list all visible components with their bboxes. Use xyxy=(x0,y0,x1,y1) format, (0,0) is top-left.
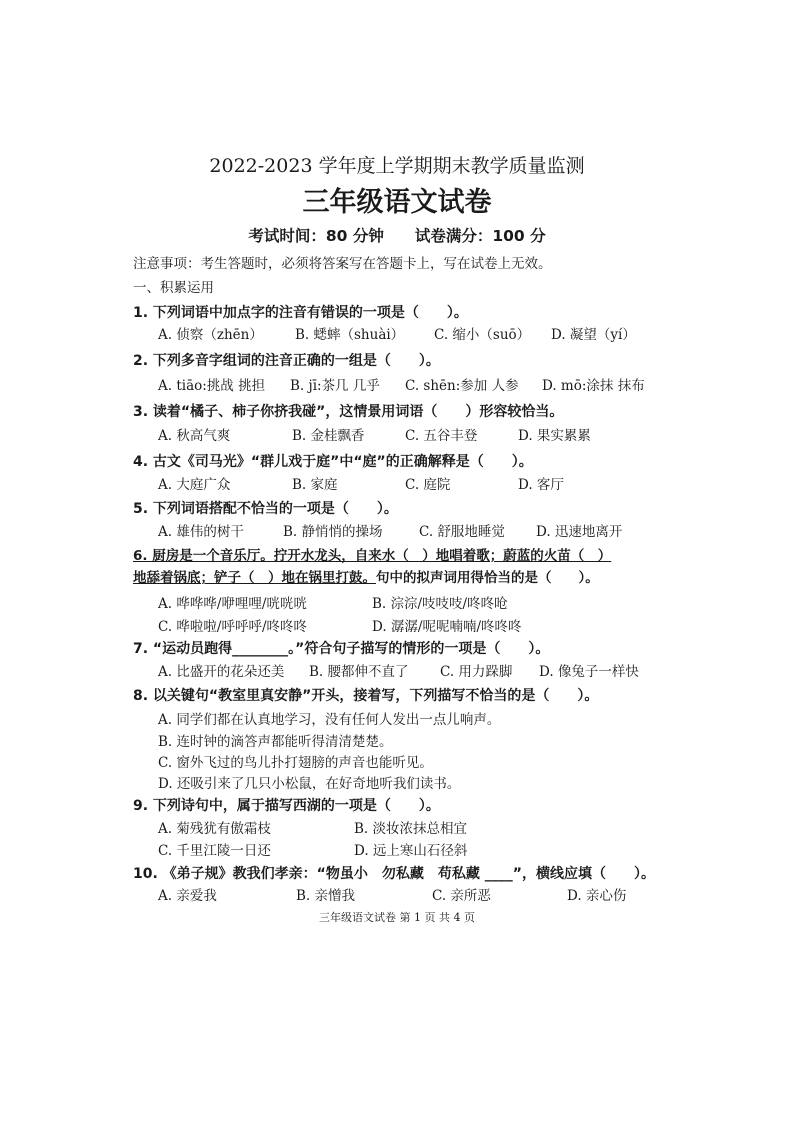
question-2-option-a: A. tiāo:挑战 挑担 xyxy=(158,378,266,394)
question-10-option-b: B. 亲憎我 xyxy=(296,888,356,904)
question-8-option-b: B. 连时钟的滴答声都能听得清清楚楚。 xyxy=(158,734,393,750)
notice-text: 注意事项：考生答题时，必须将答案写在答题卡上，写在试卷上无效。 xyxy=(133,256,552,272)
page-footer: 三年级语文试卷 第 1 页 共 4 页 xyxy=(319,911,475,924)
question-3-option-b: B. 金桂飘香 xyxy=(292,428,365,444)
exam-info: 考试时间：80 分钟 试卷满分：100 分 xyxy=(248,227,546,245)
question-8-option-a: A. 同学们都在认真地学习，没有任何人发出一点儿响声。 xyxy=(158,712,501,728)
question-5-option-b: B. 静悄悄的操场 xyxy=(283,524,383,540)
question-7-option-b: B. 腰都伸不直了 xyxy=(309,664,409,680)
question-8-option-d: D. 还吸引来了几只小松鼠，在好奇地听我们读书。 xyxy=(158,776,461,792)
question-6-option-b: B. 淙淙/吱吱吱/咚咚呛 xyxy=(372,596,508,612)
exam-year-title: 2022-2023 学年度上学期期末教学质量监测 xyxy=(209,155,585,177)
question-2-option-c: C. shēn:参加 人参 xyxy=(405,378,519,394)
question-4-option-a: A. 大庭广众 xyxy=(158,477,231,493)
question-3-option-c: C. 五谷丰登 xyxy=(405,428,478,444)
question-9-option-d: D. 远上寒山石径斜 xyxy=(354,843,468,859)
question-9-option-a: A. 菊残犹有傲霜枝 xyxy=(158,821,271,837)
question-7-option-c: C. 用力跺脚 xyxy=(440,664,513,680)
question-5-option-c: C. 舒服地睡觉 xyxy=(419,524,505,540)
question-2-stem: 2. 下列多音字组词的注音正确的一组是（ ）。 xyxy=(133,353,440,369)
question-10-option-a: A. 亲爱我 xyxy=(158,888,217,904)
question-4-option-c: C. 庭院 xyxy=(405,477,451,493)
question-10-stem: 10. 《弟子规》教我们孝亲：“物虽小 勿私藏 苟私藏 ____”，横线应填（ ）。 xyxy=(133,866,655,882)
question-6-option-c: C. 哗啦啦/呼呼呼/咚咚咚 xyxy=(158,619,308,635)
question-6-stem-line2 xyxy=(133,568,599,588)
question-3-stem: 3. 读着“橘子、柿子你挤我碰”，这情景用词语（ ）形容较恰当。 xyxy=(133,404,564,420)
question-6-stem-line1: 6. 厨房是一个音乐厅。拧开水龙头，自来水（ ）地唱着歌；蔚蓝的火苗（ ） xyxy=(133,548,612,564)
question-4-option-d: D. 客厅 xyxy=(518,477,564,493)
question-2-option-b: B. jī:茶几 几乎 xyxy=(290,378,380,394)
question-6-stem-underlined: 地舔着锅底；铲子（ ）地在锅里打鼓。 xyxy=(133,570,376,586)
question-8-stem: 8. 以关键句“教室里真安静”开头，接着写，下列描写不恰当的是（ ）。 xyxy=(133,688,599,704)
question-4-option-b: B. 家庭 xyxy=(292,477,338,493)
question-9-stem: 9. 下列诗句中，属于描写西湖的一项是（ ）。 xyxy=(133,798,440,814)
question-9-option-c: C. 千里江陵一日还 xyxy=(158,843,271,859)
question-5-stem: 5. 下列词语搭配不恰当的一项是（ ）。 xyxy=(133,501,398,517)
question-6-option-d: D. 潺潺/呢呢喃喃/咚咚咚 xyxy=(372,619,522,635)
question-8-option-c: C. 窗外飞过的鸟儿扑打翅膀的声音也能听见。 xyxy=(158,755,433,771)
question-10-option-d: D. 亲心伤 xyxy=(567,888,627,904)
question-4-stem: 4. 古文《司马光》“群儿戏于庭”中“庭”的正确解释是（ ）。 xyxy=(133,454,533,470)
question-5-option-d: D. 迅速地离开 xyxy=(536,524,623,540)
question-10-option-c: C. 亲所恶 xyxy=(432,888,491,904)
question-3-option-d: D. 果实累累 xyxy=(518,428,591,444)
question-3-option-a: A. 秋高气爽 xyxy=(158,428,231,444)
question-9-option-b: B. 淡妆浓抹总相宜 xyxy=(354,821,468,837)
question-6-stem-rest: 句中的拟声词用得恰当的是（ ）。 xyxy=(376,570,599,586)
question-1-option-a: A. 侦察（zhēn） xyxy=(158,327,263,343)
question-1-option-d: D. 凝望（yí） xyxy=(551,327,636,343)
question-7-option-d: D. 像兔子一样快 xyxy=(539,664,639,680)
question-2-option-d: D. mō:涂抹 抹布 xyxy=(542,378,645,394)
question-1-option-b: B. 蟋蟀（shuài） xyxy=(295,327,405,343)
exam-main-title: 三年级语文试卷 xyxy=(302,187,492,218)
question-7-option-a: A. 比盛开的花朵还美 xyxy=(158,664,285,680)
question-6-option-a: A. 哗哗哗/咿哩哩/咣咣咣 xyxy=(158,596,307,612)
section-heading: 一、积累运用 xyxy=(133,280,214,296)
question-1-option-c: C. 缩小（suō） xyxy=(434,327,531,343)
question-1-stem: 1. 下列词语中加点字的注音有错误的一项是（ ）。 xyxy=(133,305,468,321)
question-5-option-a: A. 雄伟的树干 xyxy=(158,524,244,540)
question-7-stem: 7. “运动员跑得________。”符合句子描写的情形的一项是（ ）。 xyxy=(133,641,550,657)
